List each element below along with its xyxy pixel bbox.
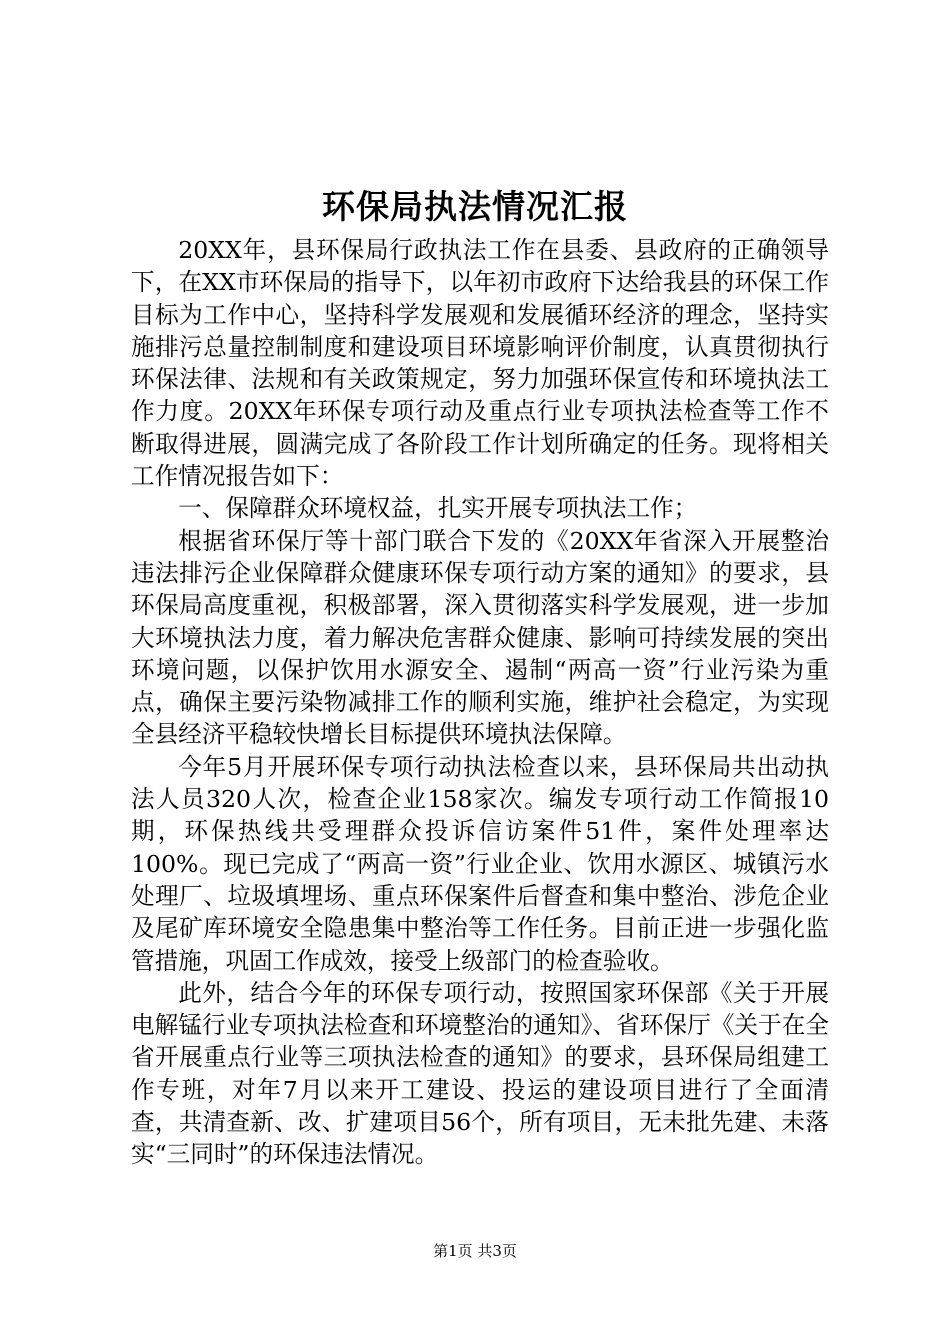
paragraph-inspection-results: 今年5月开展环保专项行动执法检查以来，县环保局共出动执法人员320人次，检查企业158家次。编发专项行动工作简报10期，环保热线共受理群众投诉信访案件51件，案件处理率达100%。现已完成了“两高一资”行业企业、饮用水源区、城镇污水处理厂、垃圾填埋场、重点环保案件后督查和集中整治、涉危企业及尾矿库环境安全隐患集中整治等工作任务。目前正进一步强化监管措施，巩固工作成效，接受上级部门的检查验收。	[131, 752, 829, 975]
document-body	[131, 234, 829, 1171]
section-heading: 一、保障群众环境权益，扎实开展专项执法工作；	[178, 494, 698, 523]
paragraph-action-plan: 根据省环保厅等十部门联合下发的《20XX年省深入开展整治违法排污企业保障群众健康环保专项行动方案的通知》的要求，县环保局高度重视，积极部署，深入贯彻落实科学发展观，进一步加大环境执法力度，着力解决危害群众健康、影响可持续发展的突出环境问题，以保护饮用水源安全、遏制“两高一资”行业污染为重点，确保主要污染物减排工作的顺利实施，维护社会稳定，为实现全县经济平稳较快增长目标提供环境执法保障。	[131, 526, 829, 749]
page-number-footer: 第1页 共3页	[433, 1242, 517, 1260]
document-title: 环保局执法情况汇报	[322, 187, 628, 226]
paragraph-intro: 20XX年，县环保局行政执法工作在县委、县政府的正确领导下，在XX市环保局的指导下，以年初市政府下达给我县的环保工作目标为工作中心，坚持科学发展观和发展循环经济的理念，坚持实施排污总量控制制度和建设项目环境影响评价制度，认真贯彻执行环保法律、法规和有关政策规定，努力加强环保宣传和环境执法工作力度。20XX年环保专项行动及重点行业专项执法检查等工作不断取得进展，圆满完成了各阶段工作计划所确定的任务。现将相关工作情况报告如下：	[131, 236, 829, 491]
paragraph-project-review: 此外，结合今年的环保专项行动，按照国家环保部《关于开展电解锰行业专项执法检查和环境整治的通知》、省环保厅《关于在全省开展重点行业等三项执法检查的通知》的要求，县环保局组建工作专班，对年7月以来开工建设、投运的建设项目进行了全面清查，共清查新、改、扩建项目56个，所有项目，无未批先建、未落实“三同时”的环保违法情况。	[131, 978, 829, 1169]
